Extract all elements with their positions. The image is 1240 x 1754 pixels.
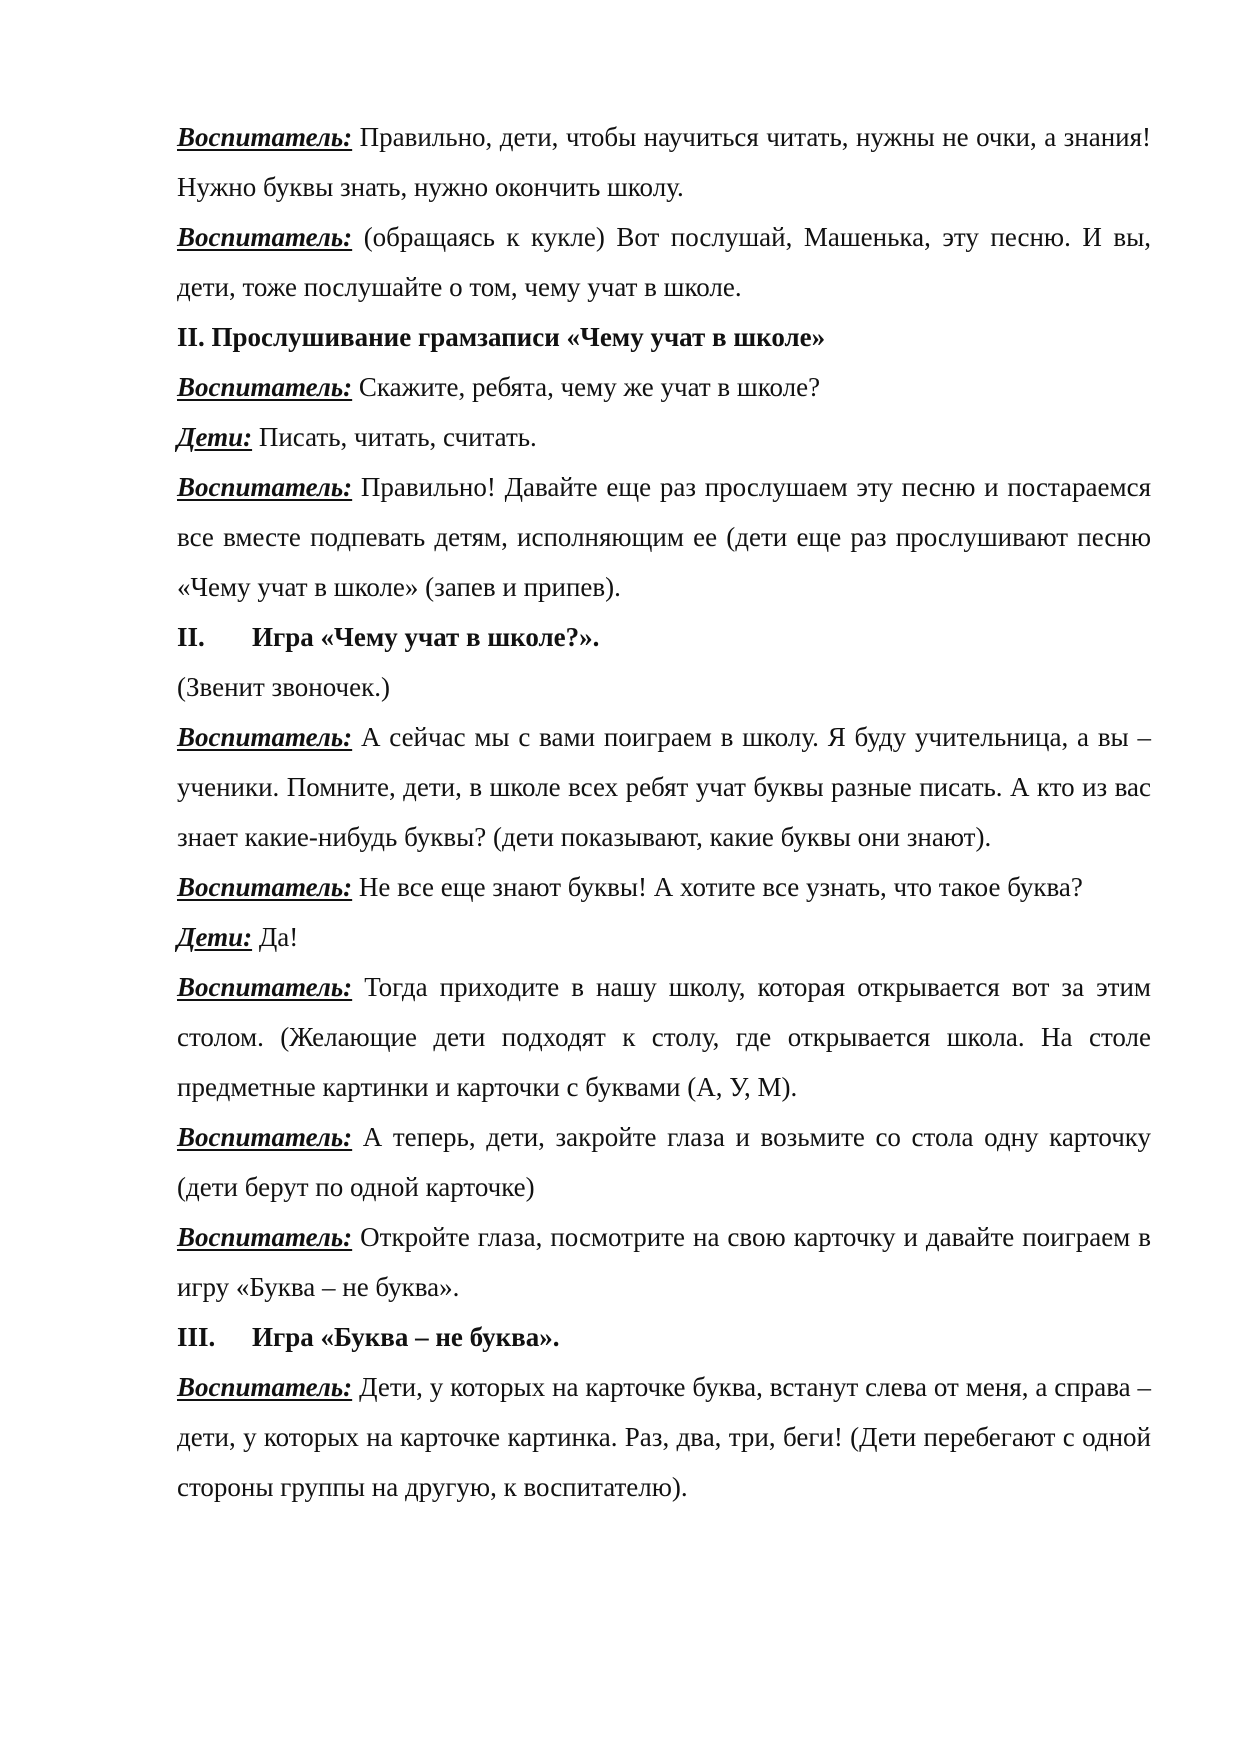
speaker-label: Воспитатель: bbox=[177, 1222, 353, 1252]
section-heading bbox=[177, 1312, 1151, 1362]
section-number: III. bbox=[177, 1322, 216, 1352]
speaker-label: Воспитатель: bbox=[177, 372, 353, 402]
dialogue-paragraph bbox=[177, 1112, 1151, 1212]
dialogue-text: Не все еще знают буквы! А хотите все узнать, что такое буква? bbox=[358, 872, 1083, 902]
document-page bbox=[177, 112, 1151, 1512]
speaker-label: Воспитатель: bbox=[177, 122, 353, 152]
speaker-label: Воспитатель: bbox=[177, 222, 353, 252]
dialogue-paragraph bbox=[177, 962, 1151, 1112]
section-number: II. bbox=[177, 322, 205, 352]
dialogue-paragraph bbox=[177, 712, 1151, 862]
dialogue-text: Откройте глаза, посмотрите на свою карточку и давайте поиграем в игру «Буква – не буква». bbox=[177, 1222, 1151, 1302]
dialogue-text: (обращаясь к кукле) Вот послушай, Машенька, эту песню. И вы, дети, тоже послушайте о том, чему учат в школе. bbox=[177, 222, 1151, 302]
section-title: Игра «Чему учат в школе?». bbox=[252, 622, 600, 652]
dialogue-text: Правильно! Давайте еще раз прослушаем эту песню и постараемся все вместе подпевать детям, исполняющим ее (дети еще раз прослушивают песню «Чему учат в школе» (запев и припев). bbox=[177, 472, 1151, 602]
dialogue-paragraph bbox=[177, 212, 1151, 312]
speaker-label: Воспитатель: bbox=[177, 872, 353, 902]
speaker-label: Воспитатель: bbox=[177, 1372, 353, 1402]
speaker-label: Воспитатель: bbox=[177, 1122, 353, 1152]
dialogue-paragraph bbox=[177, 1212, 1151, 1312]
dialogue-text: Скажите, ребята, чему же учат в школе? bbox=[358, 372, 821, 402]
dialogue-text: Тогда приходите в нашу школу, которая открывается вот за этим столом. (Желающие дети подходят к столу, где открывается школа. На столе предметные картинки и карточки с буквами (А, У, М). bbox=[177, 972, 1152, 1102]
dialogue-paragraph bbox=[177, 1362, 1151, 1512]
dialogue-paragraph bbox=[177, 462, 1151, 612]
section-heading bbox=[177, 312, 1151, 362]
dialogue-paragraph bbox=[177, 362, 1151, 412]
section-number: II. bbox=[177, 622, 205, 652]
dialogue-text: Да! bbox=[258, 922, 299, 952]
section-title: Прослушивание грамзаписи «Чему учат в школе» bbox=[211, 322, 826, 352]
speaker-label: Дети: bbox=[177, 922, 253, 952]
speaker-label: Воспитатель: bbox=[177, 972, 353, 1002]
dialogue-text: Писать, читать, считать. bbox=[258, 422, 537, 452]
dialogue-paragraph bbox=[177, 912, 1151, 962]
dialogue-text: А теперь, дети, закройте глаза и возьмите со стола одну карточку (дети берут по одной карточке) bbox=[177, 1122, 1152, 1202]
dialogue-text: А сейчас мы с вами поиграем в школу. Я буду учительница, а вы – ученики. Помните, дети, в школе всех ребят учат буквы разные писать. А кто из вас знает какие-нибудь буквы? (дети показывают, какие буквы они знают). bbox=[177, 722, 1151, 852]
speaker-label: Воспитатель: bbox=[177, 722, 353, 752]
stage-direction: (Звенит звоночек.) bbox=[177, 672, 390, 702]
dialogue-paragraph bbox=[177, 412, 1151, 462]
section-title: Игра «Буква – не буква». bbox=[252, 1322, 560, 1352]
dialogue-paragraph bbox=[177, 112, 1151, 212]
dialogue-paragraph bbox=[177, 862, 1151, 912]
section-heading bbox=[177, 612, 1151, 662]
dialogue-text: Правильно, дети, чтобы научиться читать, нужны не очки, а знания! Нужно буквы знать, нужно окончить школу. bbox=[177, 122, 1152, 202]
dialogue-text: Дети, у которых на карточке буква, встанут слева от меня, а справа – дети, у которых на карточке картинка. Раз, два, три, беги! (Дети перебегают с одной стороны группы на другую, к воспитателю). bbox=[177, 1372, 1151, 1502]
speaker-label: Воспитатель: bbox=[177, 472, 353, 502]
speaker-label: Дети: bbox=[177, 422, 253, 452]
